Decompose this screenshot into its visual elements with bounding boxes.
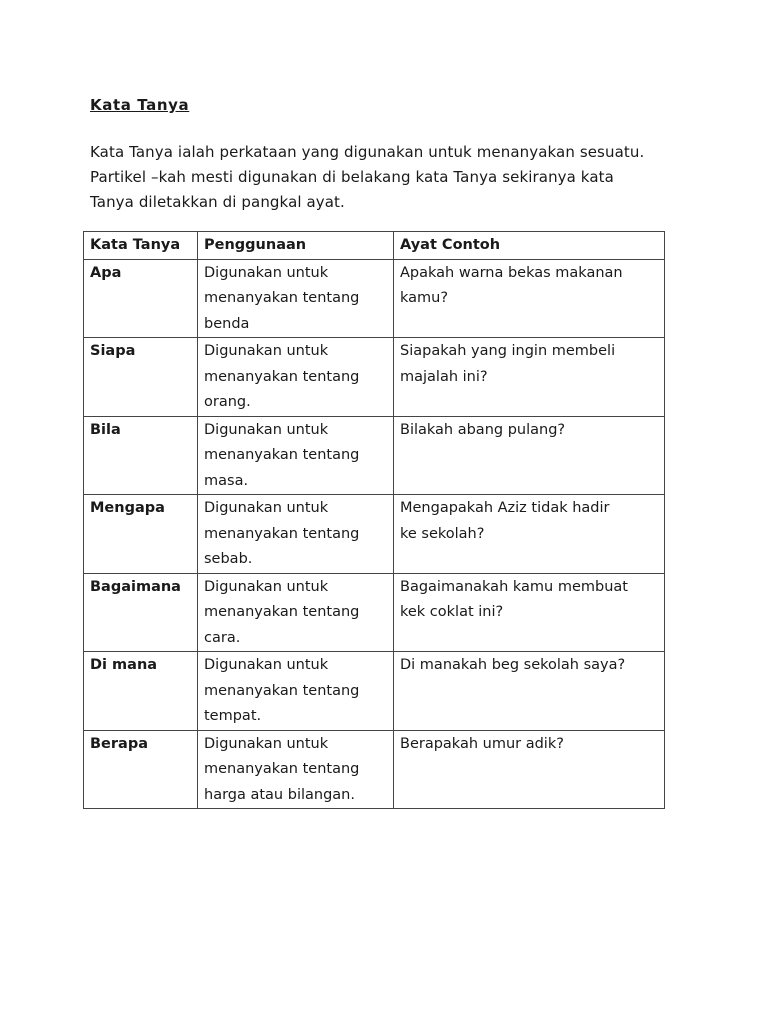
table-row — [84, 652, 665, 731]
kata-tanya-table — [83, 231, 665, 809]
penggunaan-line: Digunakan untuk — [204, 343, 329, 359]
ayat-contoh-line: Bilakah abang pulang? — [400, 421, 566, 438]
ayat-contoh-cell — [394, 416, 665, 495]
table-row — [84, 416, 665, 495]
table-row — [84, 573, 665, 652]
ayat-contoh-cell — [394, 652, 665, 731]
penggunaan-line: Digunakan untuk — [204, 657, 329, 673]
penggunaan-line: menanyakan tentang — [204, 761, 360, 777]
penggunaan-line: harga atau bilangan. — [204, 786, 355, 803]
column-header-penggunaan: Penggunaan — [198, 232, 394, 260]
ayat-contoh-cell — [394, 730, 665, 809]
penggunaan-line: Digunakan untuk — [204, 578, 329, 595]
ayat-contoh-line: majalah ini? — [400, 368, 488, 385]
ayat-contoh-line: kamu? — [400, 290, 449, 306]
penggunaan-line: menanyakan tentang — [204, 525, 360, 542]
penggunaan-line: benda — [204, 315, 250, 332]
table-row — [84, 259, 665, 338]
ayat-contoh-line: Apakah warna bekas makanan — [400, 264, 623, 281]
ayat-contoh-line: kek coklat ini? — [400, 604, 504, 620]
kata-tanya-cell: Bagaimana — [84, 573, 198, 652]
ayat-contoh-cell — [394, 495, 665, 574]
ayat-contoh-line: Mengapakah Aziz tidak hadir — [400, 500, 610, 516]
column-header-ayat-contoh: Ayat Contoh — [394, 232, 665, 260]
penggunaan-cell — [198, 416, 394, 495]
ayat-contoh-line: Berapakah umur adik? — [400, 735, 564, 752]
penggunaan-line: Digunakan untuk — [204, 421, 329, 438]
penggunaan-cell — [198, 652, 394, 731]
ayat-contoh-cell — [394, 259, 665, 338]
penggunaan-line: Digunakan untuk — [204, 500, 329, 516]
penggunaan-line: menanyakan tentang — [204, 368, 360, 385]
penggunaan-line: masa. — [204, 472, 249, 489]
table-row — [84, 495, 665, 574]
table-row — [84, 338, 665, 417]
table-header-row — [84, 232, 665, 260]
penggunaan-line: cara. — [204, 629, 241, 646]
penggunaan-cell — [198, 730, 394, 809]
column-header-kata-tanya: Kata Tanya — [84, 232, 198, 260]
intro-paragraph — [90, 140, 690, 215]
penggunaan-line: Digunakan untuk — [204, 264, 329, 281]
ayat-contoh-cell — [394, 573, 665, 652]
penggunaan-line: menanyakan tentang — [204, 604, 360, 620]
penggunaan-line: Digunakan untuk — [204, 735, 329, 752]
penggunaan-line: menanyakan tentang — [204, 290, 360, 306]
penggunaan-line: menanyakan tentang — [204, 447, 360, 463]
page-title: Kata Tanya — [90, 96, 190, 114]
kata-tanya-cell: Di mana — [84, 652, 198, 731]
ayat-contoh-line: Bagaimanakah kamu membuat — [400, 578, 628, 595]
penggunaan-line: orang. — [204, 394, 251, 410]
kata-tanya-cell: Mengapa — [84, 495, 198, 574]
penggunaan-cell — [198, 495, 394, 574]
ayat-contoh-cell — [394, 338, 665, 417]
kata-tanya-cell: Berapa — [84, 730, 198, 809]
intro-line: Partikel –kah mesti digunakan di belakang kata Tanya sekiranya kata — [90, 168, 614, 186]
kata-tanya-cell: Apa — [84, 259, 198, 338]
kata-tanya-cell: Siapa — [84, 338, 198, 417]
penggunaan-cell — [198, 338, 394, 417]
penggunaan-line: sebab. — [204, 551, 253, 567]
penggunaan-cell — [198, 259, 394, 338]
intro-line: Kata Tanya ialah perkataan yang digunakan untuk menanyakan sesuatu. — [90, 143, 645, 161]
ayat-contoh-line: Di manakah beg sekolah saya? — [400, 657, 626, 673]
penggunaan-line: menanyakan tentang — [204, 682, 360, 699]
ayat-contoh-line: ke sekolah? — [400, 525, 485, 542]
kata-tanya-cell: Bila — [84, 416, 198, 495]
ayat-contoh-line: Siapakah yang ingin membeli — [400, 343, 616, 359]
penggunaan-cell — [198, 573, 394, 652]
intro-line: Tanya diletakkan di pangkal ayat. — [90, 193, 345, 211]
table-row — [84, 730, 665, 809]
penggunaan-line: tempat. — [204, 708, 262, 724]
